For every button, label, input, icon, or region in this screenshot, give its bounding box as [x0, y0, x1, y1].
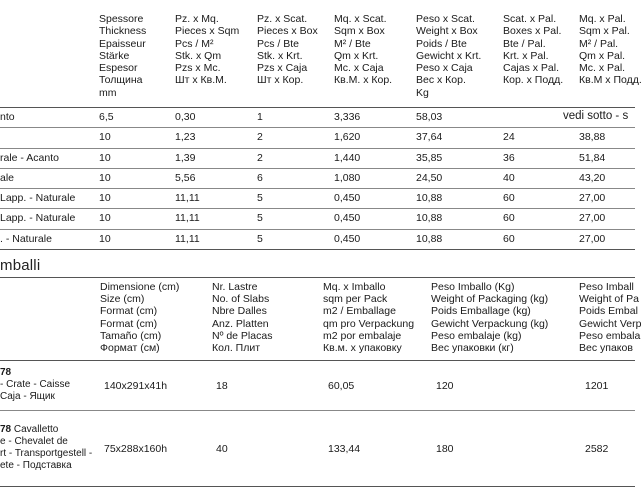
pieces-per-sqm-value: 1,23: [175, 131, 196, 143]
sqm-per-box-value: 3,336: [334, 111, 361, 123]
row-divider: [0, 410, 635, 411]
row-divider: [0, 127, 635, 128]
boxes-per-pallet-value: 40: [503, 172, 515, 184]
boxes-per-pallet-value: 60: [503, 233, 515, 245]
boxes-per-pallet-value: 60: [503, 212, 515, 224]
boxes-per-pallet-value: 36: [503, 152, 515, 164]
size-value: 75x288x160h: [104, 443, 168, 455]
sqm-per-pallet-value: 27,00: [579, 212, 606, 224]
boxes-per-pallet-value: 24: [503, 131, 515, 143]
header-boxes-per-pallet: Scat. x Pal. Boxes x Pal. Bte / Pal. Krt. x Pal. Cajas x Pal. Кор. х Подд.: [503, 13, 564, 87]
pieces-per-sqm-value: 1,39: [175, 152, 196, 164]
thickness-value: 10: [99, 131, 111, 143]
row-divider: [0, 229, 635, 230]
sqm-value: 133,44: [328, 443, 361, 455]
slabs-value: 40: [216, 443, 228, 455]
sqm-per-pallet-value: 43,20: [579, 172, 606, 184]
sqm-per-pallet-value: 51,84: [579, 152, 606, 164]
section-title-packaging: mballi: [0, 257, 41, 274]
row-divider: [0, 107, 635, 108]
weight-per-box-value: 58,03: [416, 111, 443, 123]
thickness-value: 10: [99, 192, 111, 204]
row-divider: [0, 360, 635, 361]
row-label: nto: [0, 111, 15, 123]
header-pieces-per-sqm: Pz. x Mq. Pieces x Sqm Pcs / M² Stk. x Qm Pzs x Mc. Шт х Кв.М.: [175, 13, 240, 87]
pieces-per-sqm-value: 0,30: [175, 111, 196, 123]
weight-per-box-value: 10,88: [416, 212, 443, 224]
header-sqm-per-pallet: Mq. x Pal. Sqm x Pal. M² / Pal. Qm x Pal. Mc. x Pal. Кв.М х Подд.: [579, 13, 642, 87]
sqm-per-box-value: 1,620: [334, 131, 361, 143]
thickness-value: 10: [99, 172, 111, 184]
header-total-weight: Peso Imball Weight of Pa Poids Embal Gewicht Verp Peso embala Вес упаков: [579, 281, 642, 355]
pieces-per-box-value: 2: [257, 131, 263, 143]
header-sqm-per-box: Mq. x Scat. Sqm x Box M² / Bte Qm x Krt. Mc. x Caja Кв.М. х Кор.: [334, 13, 393, 87]
pieces-per-box-value: 2: [257, 152, 263, 164]
pieces-per-box-value: 5: [257, 233, 263, 245]
weight-value: 120: [436, 380, 454, 392]
row-label: Lapp. - Naturale: [0, 192, 76, 204]
weight-per-box-value: 35,85: [416, 152, 443, 164]
thickness-value: 10: [99, 152, 111, 164]
packaging-label: 78 - Crate - Caisse Caja - Ящик: [0, 367, 71, 402]
sqm-per-pallet-value: 38,88: [579, 131, 606, 143]
sqm-per-pallet-value: 27,00: [579, 233, 606, 245]
sqm-value: 60,05: [328, 380, 355, 392]
sqm-per-box-value: 0,450: [334, 192, 361, 204]
header-pieces-per-box: Pz. x Scat. Pieces x Box Pcs / Bte Stk. x Krt. Pzs x Caja Шт х Кор.: [257, 13, 318, 87]
slabs-value: 18: [216, 380, 228, 392]
row-divider: [0, 208, 635, 209]
packaging-label: 78 Cavalletto e - Chevalet de rt - Transportgestell - ete - Подставка: [0, 424, 93, 471]
pieces-per-sqm-value: 11,11: [175, 233, 200, 245]
header-slabs: Nr. Lastre No. of Slabs Nbre Dalles Anz. Platten Nº de Placas Кол. Плит: [212, 281, 273, 355]
section-divider: [0, 277, 635, 278]
boxes-per-pallet-value: 60: [503, 192, 515, 204]
pieces-per-sqm-value: 11,11: [175, 192, 200, 204]
header-dimension: Dimensione (cm) Size (cm) Format (cm) Format (cm) Tamaño (cm) Формат (см): [100, 281, 180, 355]
see-below-note: vedi sotto - s: [563, 110, 629, 122]
weight-per-box-value: 10,88: [416, 192, 443, 204]
weight-per-box-value: 10,88: [416, 233, 443, 245]
pieces-per-box-value: 5: [257, 212, 263, 224]
row-label: Lapp. - Naturale: [0, 212, 76, 224]
total-weight-value: 1201: [585, 380, 609, 392]
thickness-value: 6,5: [99, 111, 114, 123]
total-weight-value: 2582: [585, 443, 609, 455]
row-divider: [0, 188, 635, 189]
row-divider: [0, 148, 635, 149]
thickness-value: 10: [99, 212, 111, 224]
sqm-per-box-value: 0,450: [334, 212, 361, 224]
header-thickness: Spessore Thickness Epaisseur Stärke Espesor Толщина mm: [99, 13, 147, 99]
row-label: ale: [0, 172, 15, 184]
weight-value: 180: [436, 443, 454, 455]
row-label: rale - Acanto: [0, 152, 59, 164]
header-sqm-per-pack: Mq. x Imballo sqm per Pack m2 / Emballage qm pro Verpackung m2 por embalaje Кв.м. х упаковку: [323, 281, 415, 355]
sqm-per-box-value: 1,440: [334, 152, 361, 164]
thickness-value: 10: [99, 233, 111, 245]
row-divider: [0, 249, 635, 250]
weight-per-box-value: 37,64: [416, 131, 443, 143]
pieces-per-box-value: 1: [257, 111, 263, 123]
header-weight-per-box: Peso x Scat. Weight x Box Poids / Bte Gewicht x Krt. Peso x Caja Вес х Кор. Kg: [416, 13, 482, 99]
pieces-per-box-value: 5: [257, 192, 263, 204]
header-packaging-weight: Peso Imballo (Kg) Weight of Packaging (kg) Poids Emballage (kg) Gewicht Verpackung (kg) Peso embalaje (kg) Вес упаковки (кг): [431, 281, 549, 355]
row-divider: [0, 168, 635, 169]
pieces-per-box-value: 6: [257, 172, 263, 184]
size-value: 140x291x41h: [104, 380, 168, 392]
weight-per-box-value: 24,50: [416, 172, 443, 184]
sqm-per-pallet-value: 27,00: [579, 192, 606, 204]
sqm-per-box-value: 1,080: [334, 172, 361, 184]
pieces-per-sqm-value: 5,56: [175, 172, 196, 184]
sqm-per-box-value: 0,450: [334, 233, 361, 245]
pieces-per-sqm-value: 11,11: [175, 212, 200, 224]
row-label: . - Naturale: [0, 233, 52, 245]
row-divider: [0, 486, 635, 487]
